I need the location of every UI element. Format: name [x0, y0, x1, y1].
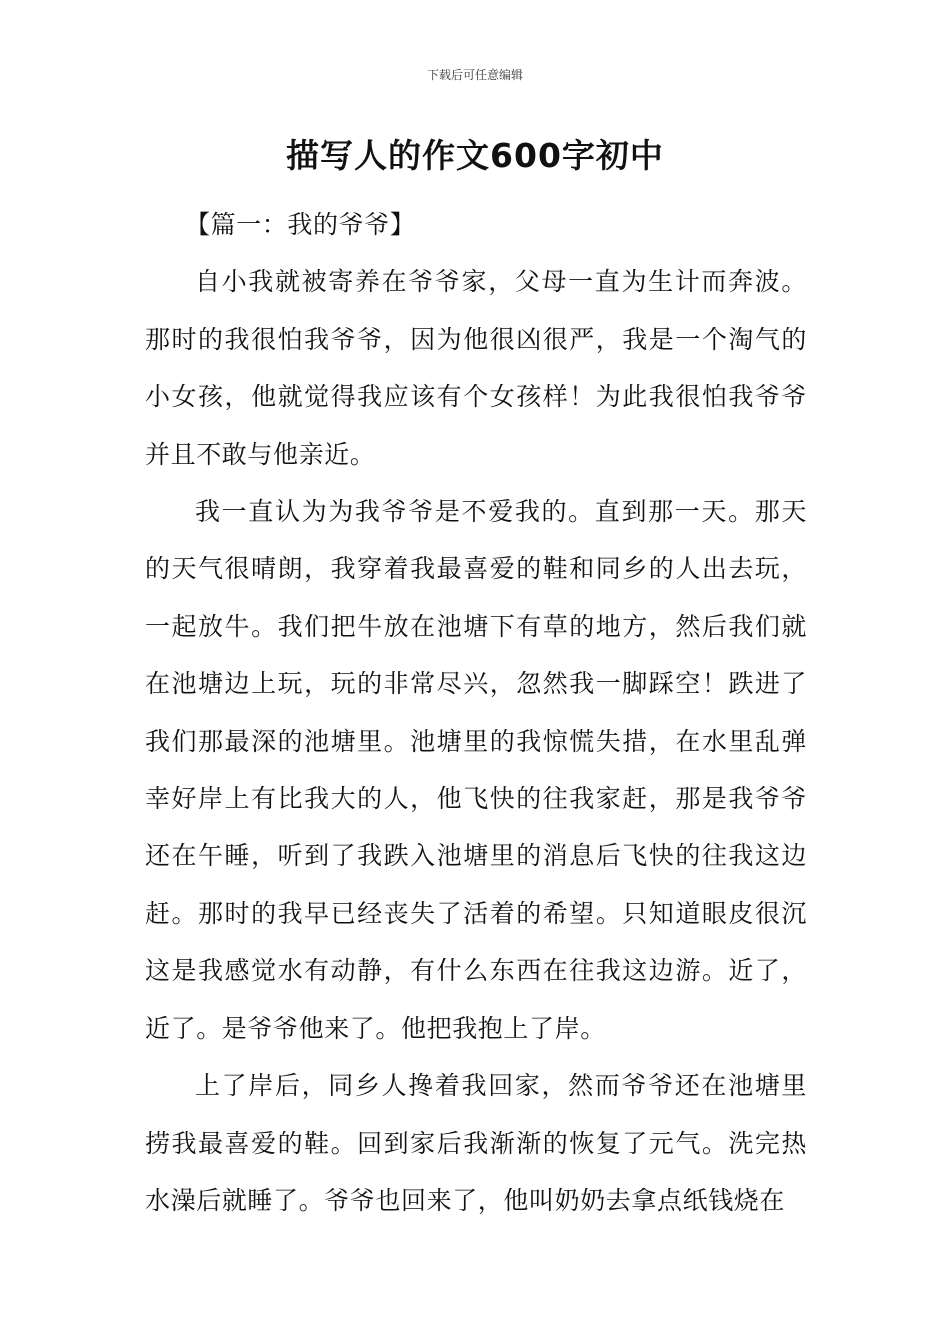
section-heading: 【篇一：我的爷爷】 [185, 210, 416, 239]
paragraph-3: 上了岸后，同乡人搀着我回家，然而爷爷还在池塘里捞我最喜爱的鞋。回到家后我渐渐的恢复了元气。洗完热水澡后就睡了。爷爷也回来了，他叫奶奶去拿点纸钱烧在 [145, 1071, 807, 1215]
paragraph-2: 我一直认为为我爷爷是不爱我的。直到那一天。那天的天气很晴朗，我穿着我最喜爱的鞋和同乡的人出去玩，一起放牛。我们把牛放在池塘下有草的地方，然后我们就在池塘边上玩，玩的非常尽兴，忽然我一脚踩空！跌进了我们那最深的池塘里。池塘里的我惊慌失措，在水里乱弹幸好岸上有比我大的人，他飞快的往我家赶，那是我爷爷还在午睡，听到了我跌入池塘里的消息后飞快的往我这边赶。那时的我早已经丧失了活着的希望。只知道眼皮很沉这是我感觉水有动静，有什么东西在往我这边游。近了，近了。是爷爷他来了。他把我抱上了岸。 [145, 497, 807, 1043]
document-title: 描写人的作文600字初中 [286, 136, 664, 175]
header-note: 下载后可任意编辑 [426, 68, 523, 82]
paragraph-1: 自小我就被寄养在爷爷家，父母一直为生计而奔波。那时的我很怕我爷爷，因为他很凶很严，我是一个淘气的小女孩，他就觉得我应该有个女孩样！为此我很怕我爷爷并且不敢与他亲近。 [145, 267, 807, 469]
document-body [145, 196, 807, 1229]
